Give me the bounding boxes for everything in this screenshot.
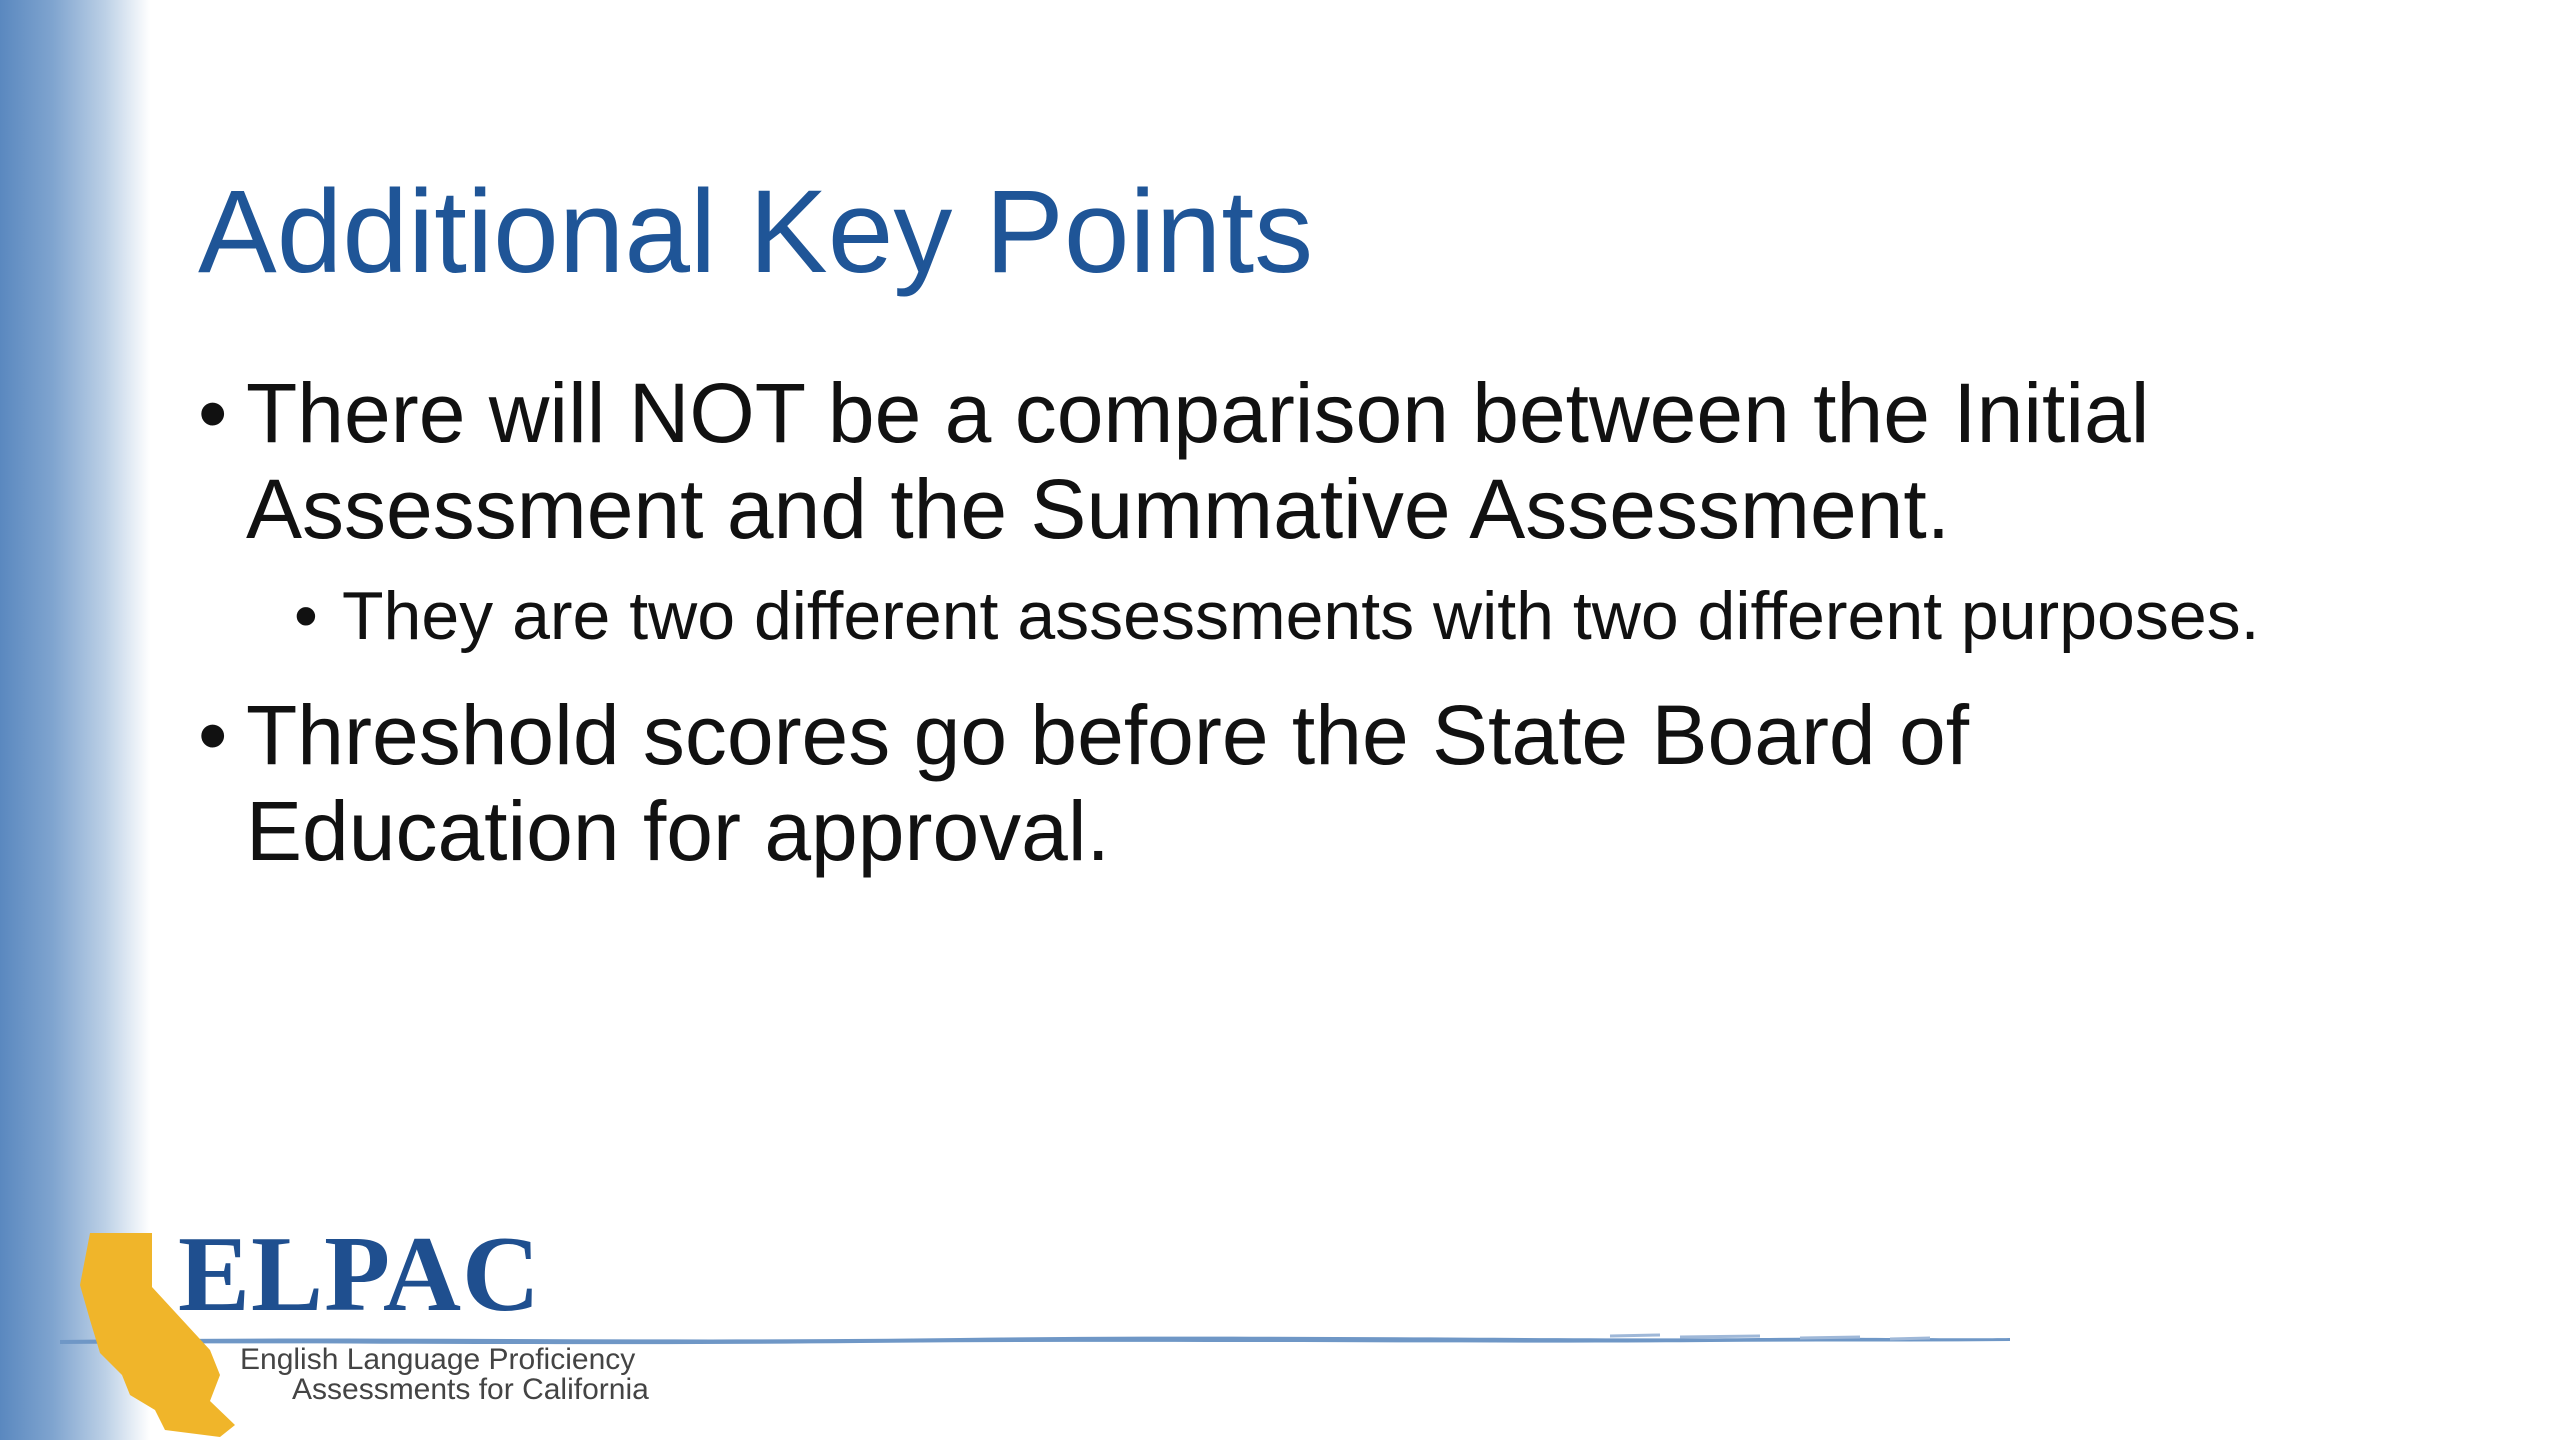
sub-bullet-item: • They are two different assessments with two different purposes. — [294, 575, 2348, 657]
logo-wordmark: ELPAC — [178, 1215, 542, 1334]
logo-subtitle-line1: English Language Proficiency — [240, 1343, 636, 1376]
slide-title: Additional Key Points — [198, 166, 1314, 298]
elpac-logo — [60, 1215, 649, 1440]
bullet-list — [198, 365, 2348, 879]
bullet-item: • Threshold scores go before the State Board of Education for approval. — [198, 687, 2348, 879]
left-gradient-band — [0, 0, 150, 1440]
logo-subtitle-line2: Assessments for California — [292, 1373, 649, 1406]
logo-subtitle — [240, 1345, 649, 1405]
bullet-item: • There will NOT be a comparison between the Initial Assessment and the Summative Assessment. — [198, 365, 2348, 557]
